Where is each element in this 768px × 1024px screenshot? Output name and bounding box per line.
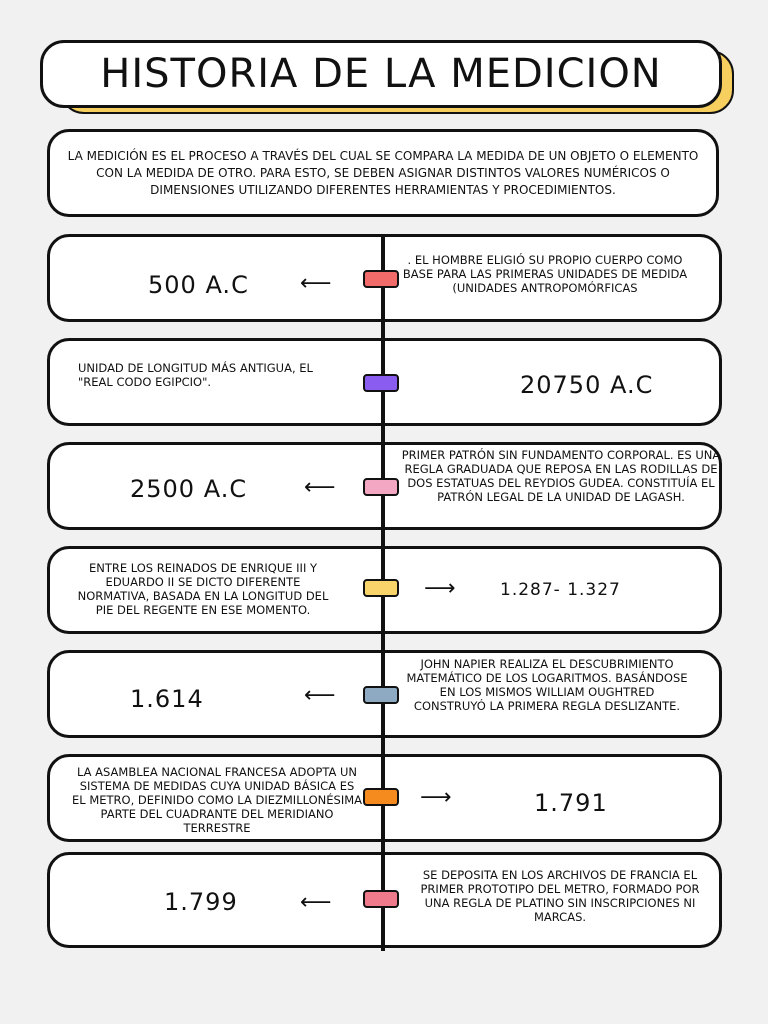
arrow-right-icon: ⟶ bbox=[420, 785, 452, 810]
event-year: 1.791 bbox=[534, 789, 608, 817]
page-title: HISTORIA DE LA MEDICION bbox=[100, 51, 662, 97]
event-year: 2500 A.C bbox=[130, 475, 248, 503]
event-year: 1.287- 1.327 bbox=[500, 580, 621, 600]
event-description: SE DEPOSITA EN LOS ARCHIVOS DE FRANCIA EL PRIMER PROTOTIPO DEL METRO, FORMADO POR UNA REGLA DE PLATINO SIN INSCRIPCIONES NI MARCAS. bbox=[420, 868, 700, 924]
event-year: 1.799 bbox=[164, 888, 238, 916]
timeline-marker-7 bbox=[363, 890, 399, 908]
event-description: ENTRE LOS REINADOS DE ENRIQUE III Y EDUARDO II SE DICTO DIFERENTE NORMATIVA, BASADA EN LA LONGITUD DEL PIE DEL REGENTE EN ESE MOMENTO. bbox=[77, 561, 329, 617]
event-description: PRIMER PATRÓN SIN FUNDAMENTO CORPORAL. ES UNA REGLA GRADUADA QUE REPOSA EN LAS RODILLAS DE DOS ESTATUAS DEL REYDIOS GUDEA. CONSTITUÍA EL PATRÓN LEGAL DE LA UNIDAD DE LAGASH. bbox=[401, 448, 721, 504]
arrow-left-icon: ⟵ bbox=[300, 890, 332, 915]
arrow-right-icon: ⟶ bbox=[424, 576, 456, 601]
event-year: 1.614 bbox=[130, 685, 204, 713]
timeline-marker-2 bbox=[363, 374, 399, 392]
arrow-left-icon: ⟵ bbox=[304, 475, 336, 500]
event-description: UNIDAD DE LONGITUD MÁS ANTIGUA, EL "REAL CODO EGIPCIO". bbox=[78, 361, 313, 389]
timeline-marker-1 bbox=[363, 270, 399, 288]
event-description: LA ASAMBLEA NACIONAL FRANCESA ADOPTA UN SISTEMA DE MEDIDAS CUYA UNIDAD BÁSICA ES EL METRO, DEFINIDO COMO LA DIEZMILLONÉSIMA PARTE DEL CUADRANTE DEL MERIDIANO TERRESTRE bbox=[72, 765, 362, 835]
event-year: 20750 A.C bbox=[520, 371, 654, 399]
event-year: 500 A.C bbox=[148, 271, 249, 299]
title-banner bbox=[40, 40, 722, 108]
arrow-left-icon: ⟵ bbox=[304, 683, 336, 708]
arrow-left-icon: ⟵ bbox=[300, 271, 332, 296]
timeline-marker-6 bbox=[363, 788, 399, 806]
timeline-marker-3 bbox=[363, 478, 399, 496]
intro-text: LA MEDICIÓN ES EL PROCESO A TRAVÉS DEL CUAL SE COMPARA LA MEDIDA DE UN OBJETO O ELEMENTO CON LA MEDIDA DE OTRO. PARA ESTO, SE DEBEN ASIGNAR DISTINTOS VALORES NUMÉRICOS O DIMENSIONES UTILIZANDO DIFERENTES HERRAMIENTAS Y PROCEDIMIENTOS. bbox=[47, 129, 719, 217]
timeline-marker-4 bbox=[363, 579, 399, 597]
timeline-marker-5 bbox=[363, 686, 399, 704]
event-description: . EL HOMBRE ELIGIÓ SU PROPIO CUERPO COMO BASE PARA LAS PRIMERAS UNIDADES DE MEDIDA (UNIDADES ANTROPOMÓRFICAS bbox=[402, 253, 688, 295]
event-description: JOHN NAPIER REALIZA EL DESCUBRIMIENTO MATEMÁTICO DE LOS LOGARITMOS. BASÁNDOSE EN LOS MISMOS WILLIAM OUGHTRED CONSTRUYÓ LA PRIMERA REGLA DESLIZANTE. bbox=[406, 657, 688, 713]
